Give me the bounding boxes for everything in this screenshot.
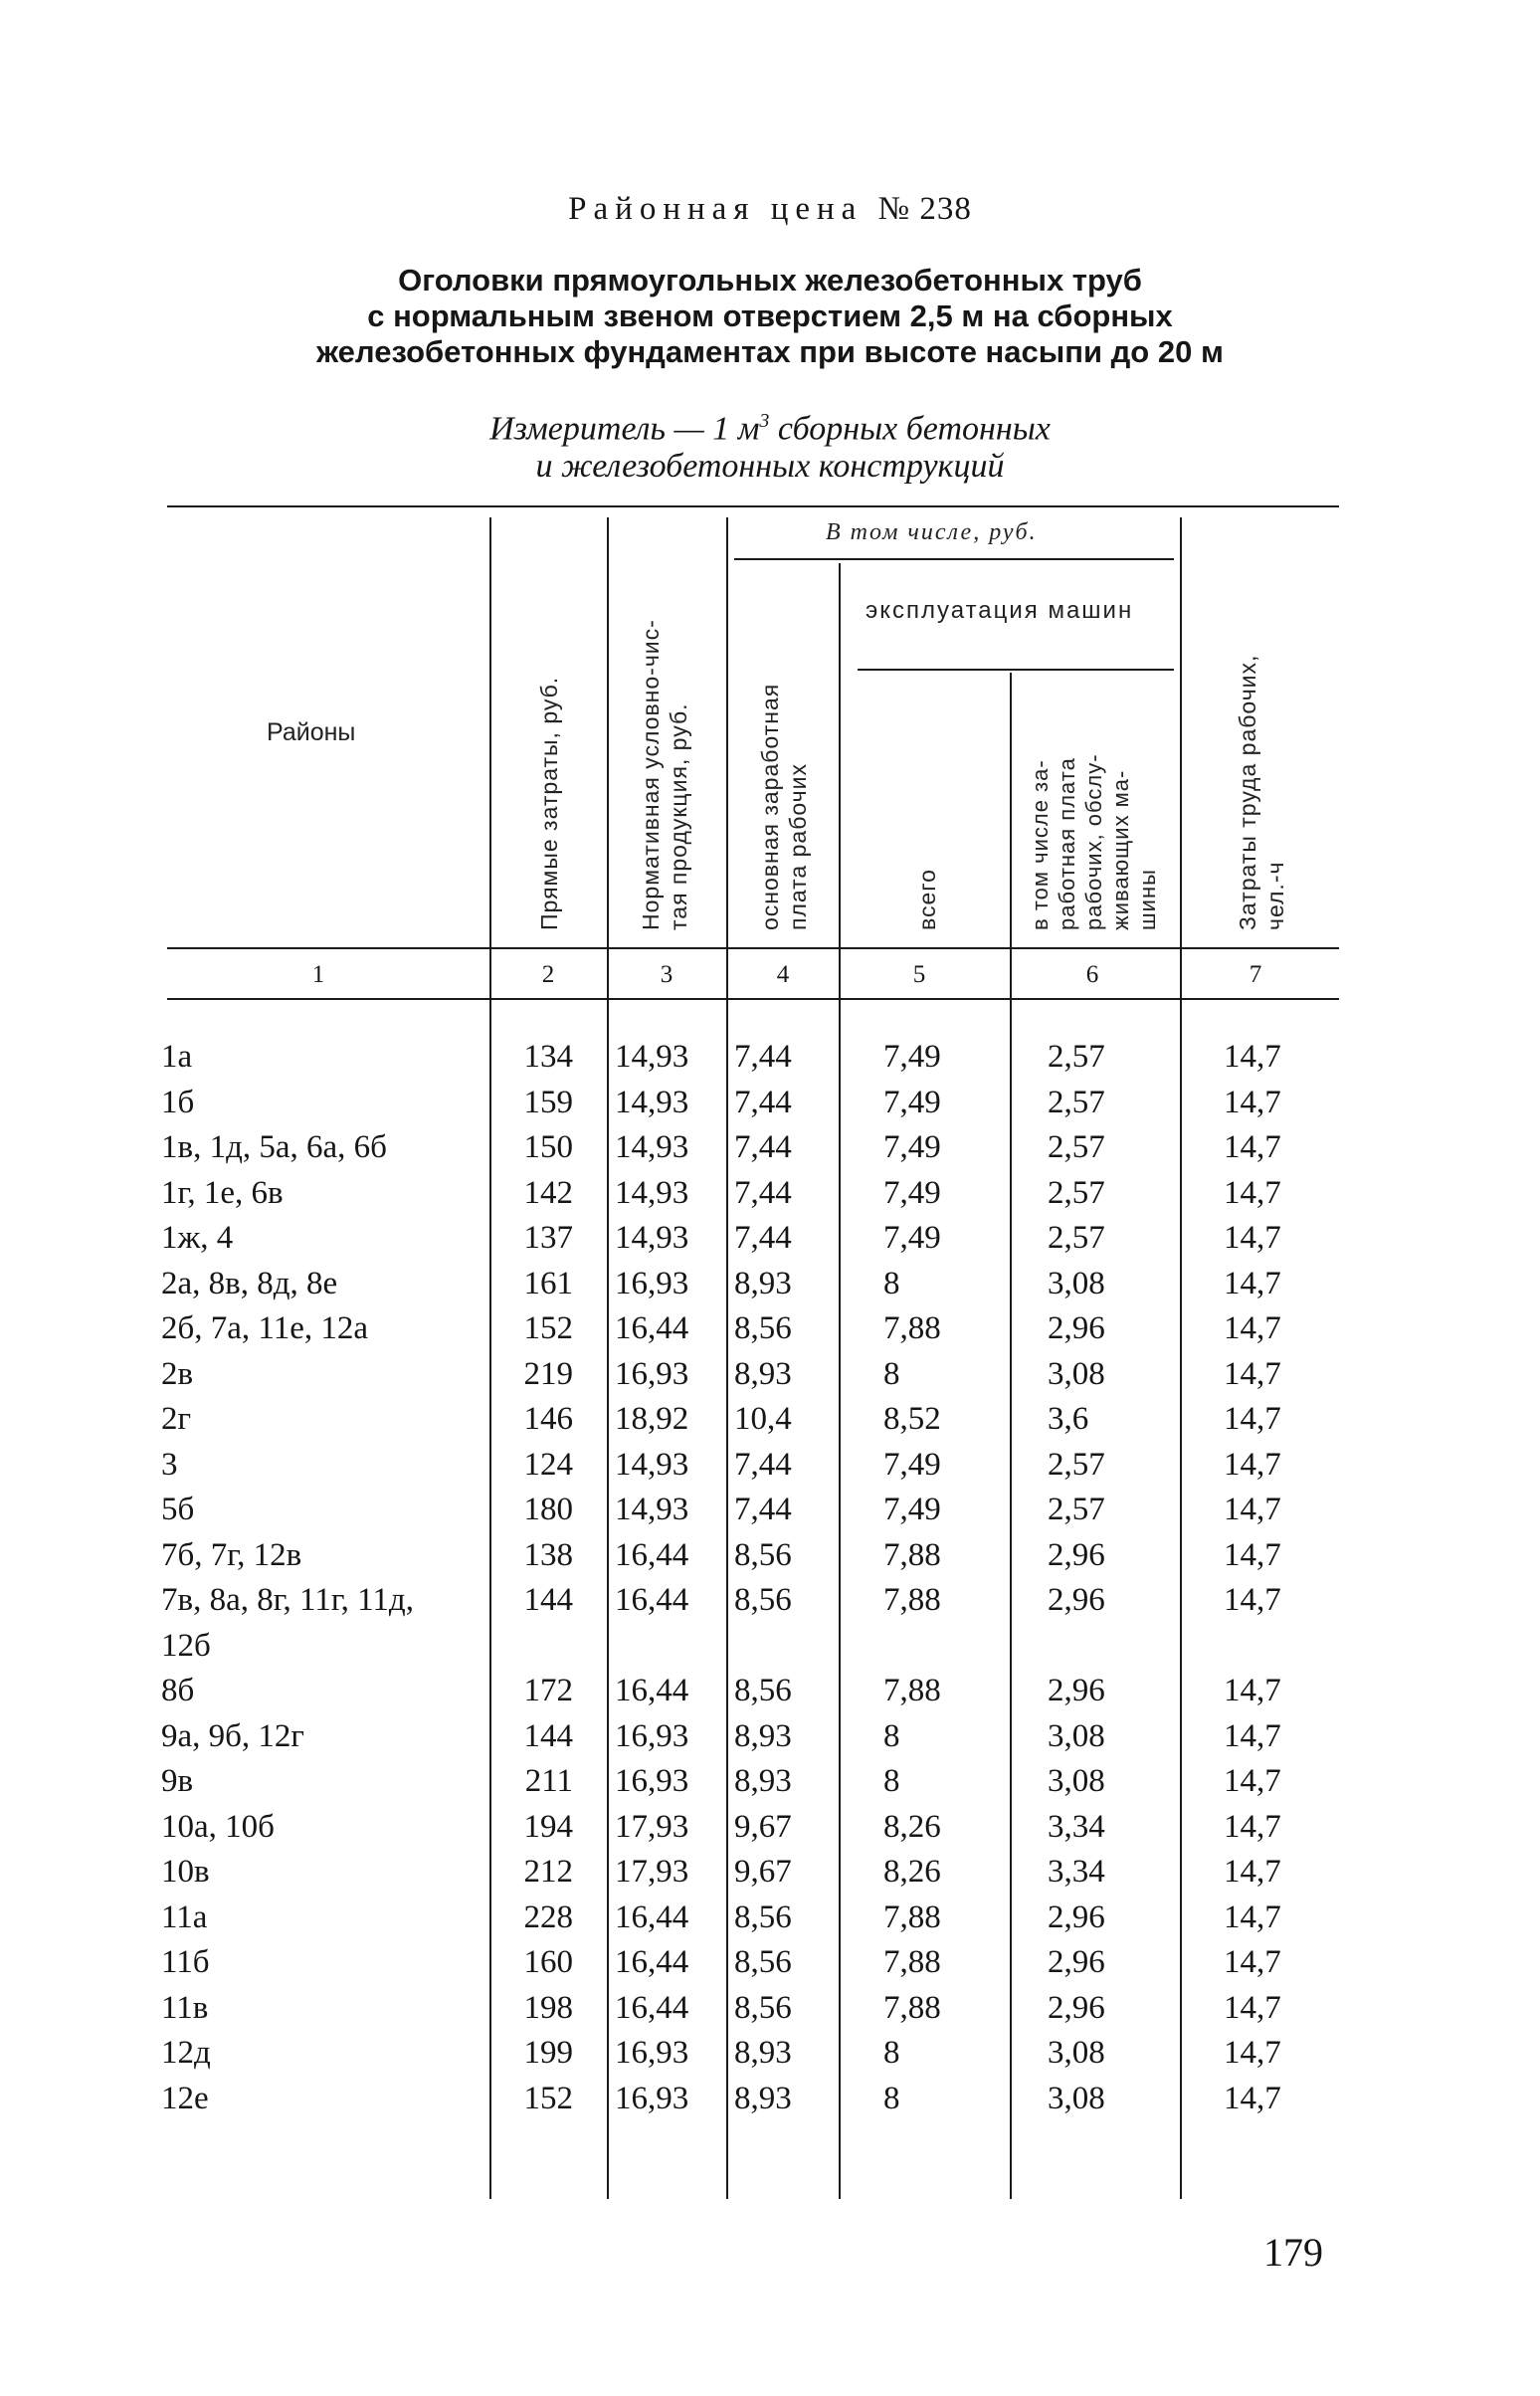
cell-labor: 14,7 — [1224, 1084, 1281, 1120]
cell-operator-wage: 2,57 — [1048, 1129, 1105, 1165]
cell-machine-total: 7,49 — [883, 1129, 941, 1165]
cell-base-wage: 7,44 — [734, 1084, 792, 1120]
table-row — [0, 1216, 1540, 1262]
cell-machine-total: 8 — [883, 1265, 900, 1301]
cell-region: 2б, 7а, 11е, 12а — [161, 1310, 369, 1346]
cell-region: 3 — [161, 1446, 178, 1483]
cell-labor: 14,7 — [1224, 2080, 1281, 2116]
cell-labor: 14,7 — [1224, 1492, 1281, 1527]
measurement-unit — [0, 402, 1540, 486]
meter-text-b: сборных бетонных — [769, 410, 1051, 448]
cell-region: 1г, 1е, 6в — [161, 1174, 284, 1211]
price-table-body — [0, 1035, 1540, 2121]
table-row — [0, 1533, 1540, 1579]
heading-label: Районная цена — [568, 191, 864, 227]
cell-operator-wage: 3,08 — [1048, 2080, 1105, 2116]
cell-normative-output: 16,93 — [615, 1355, 689, 1392]
cell-base-wage: 8,93 — [734, 1717, 792, 1754]
meter-text-a: Измеритель — 1 м — [489, 410, 760, 448]
cell-normative-output: 14,93 — [615, 1220, 689, 1256]
cell-normative-output: 14,93 — [615, 1492, 689, 1527]
cell-operator-wage: 3,08 — [1048, 1265, 1105, 1301]
cell-labor: 14,7 — [1224, 1355, 1281, 1392]
cell-base-wage: 7,44 — [734, 1129, 792, 1165]
cell-machine-total: 7,88 — [883, 1582, 941, 1618]
cell-normative-output: 16,44 — [615, 1944, 689, 1980]
table-row — [0, 1578, 1540, 1624]
header-direct-costs: Прямые затраты, руб. — [536, 676, 562, 930]
table-row — [0, 1397, 1540, 1443]
cell-normative-output: 16,44 — [615, 1898, 689, 1935]
cell-machine-total: 7,49 — [883, 1220, 941, 1256]
cell-region: 7в, 8а, 8г, 11г, 11д, — [161, 1582, 414, 1618]
table-row — [0, 1081, 1540, 1126]
cell-labor: 14,7 — [1224, 1220, 1281, 1256]
cell-labor: 14,7 — [1224, 1944, 1281, 1980]
cell-base-wage: 9,67 — [734, 1808, 792, 1845]
including-rule — [734, 558, 1174, 560]
colnum-5: 5 — [912, 961, 926, 988]
cell-region: 11б — [161, 1944, 210, 1980]
cell-base-wage: 8,93 — [734, 1265, 792, 1301]
cell-operator-wage: 2,57 — [1048, 1084, 1105, 1120]
cell-labor: 14,7 — [1224, 1808, 1281, 1845]
cell-region: 5б — [161, 1492, 195, 1527]
cell-machine-total: 8 — [883, 1717, 900, 1754]
cell-normative-output: 16,44 — [615, 1673, 689, 1708]
header-including: В том числе, руб. — [826, 519, 1038, 545]
cell-region: 12б — [161, 1627, 211, 1664]
cell-direct-costs: 219 — [523, 1355, 573, 1392]
cell-labor: 14,7 — [1224, 1898, 1281, 1935]
cell-machine-total: 8,26 — [883, 1854, 941, 1890]
cell-direct-costs: 137 — [523, 1220, 573, 1256]
table-subtitle — [0, 263, 1540, 370]
cell-operator-wage: 3,08 — [1048, 1763, 1105, 1799]
cell-direct-costs: 134 — [523, 1039, 573, 1075]
cell-direct-costs: 161 — [523, 1265, 573, 1301]
cell-base-wage: 8,93 — [734, 2035, 792, 2071]
cell-direct-costs: 142 — [523, 1174, 573, 1211]
cell-operator-wage: 2,96 — [1048, 1536, 1105, 1573]
table-row — [0, 2077, 1540, 2122]
cell-direct-costs: 124 — [523, 1446, 573, 1483]
cell-normative-output: 14,93 — [615, 1039, 689, 1075]
cell-direct-costs: 228 — [523, 1898, 573, 1935]
table-row — [0, 1714, 1540, 1760]
cell-direct-costs: 150 — [523, 1129, 573, 1165]
cell-normative-output: 17,93 — [615, 1854, 689, 1890]
page-number: 179 — [1263, 2230, 1323, 2275]
page-heading — [0, 191, 1540, 228]
table-row — [0, 1940, 1540, 1986]
cell-direct-costs: 172 — [523, 1673, 573, 1708]
cell-base-wage: 10,4 — [734, 1401, 792, 1437]
header-machine-total: всего — [914, 869, 940, 930]
cell-region: 1ж, 4 — [161, 1220, 234, 1256]
cell-machine-total: 7,88 — [883, 1898, 941, 1935]
cell-region: 7б, 7г, 12в — [161, 1536, 302, 1573]
cell-direct-costs: 144 — [523, 1717, 573, 1754]
cell-operator-wage: 2,96 — [1048, 1944, 1105, 1980]
cell-normative-output: 16,93 — [615, 1717, 689, 1754]
header-bottom-rule — [167, 947, 1339, 949]
cell-operator-wage: 2,57 — [1048, 1220, 1105, 1256]
cell-base-wage: 8,56 — [734, 1944, 792, 1980]
cell-base-wage: 7,44 — [734, 1446, 792, 1483]
cell-labor: 14,7 — [1224, 1536, 1281, 1573]
machines-rule — [858, 669, 1174, 671]
cell-labor: 14,7 — [1224, 1717, 1281, 1754]
header-normative-output: Нормативная условно-чис- тая продукция, руб. — [638, 619, 691, 930]
cell-direct-costs: 199 — [523, 2035, 573, 2071]
table-row — [0, 1850, 1540, 1896]
cell-direct-costs: 198 — [523, 1989, 573, 2026]
table-row — [0, 1896, 1540, 1941]
cell-region: 8б — [161, 1673, 195, 1708]
cell-base-wage: 7,44 — [734, 1174, 792, 1211]
table-row — [0, 1125, 1540, 1171]
cell-machine-total: 8 — [883, 1355, 900, 1392]
cell-direct-costs: 180 — [523, 1492, 573, 1527]
cell-region: 2а, 8в, 8д, 8е — [161, 1265, 338, 1301]
cell-region: 11в — [161, 1989, 209, 2026]
cell-machine-total: 7,88 — [883, 1944, 941, 1980]
cell-direct-costs: 194 — [523, 1808, 573, 1845]
cell-labor: 14,7 — [1224, 1854, 1281, 1890]
header-operator-wage: в том числе за- работная плата рабочих, обслу- живающих ма- шины — [1028, 753, 1160, 930]
cell-labor: 14,7 — [1224, 1989, 1281, 2026]
cell-base-wage: 8,56 — [734, 1673, 792, 1708]
cell-region: 11а — [161, 1898, 208, 1935]
table-row — [0, 1488, 1540, 1533]
cell-labor: 14,7 — [1224, 1129, 1281, 1165]
cell-base-wage: 8,56 — [734, 1898, 792, 1935]
cell-region: 1а — [161, 1039, 193, 1075]
cell-operator-wage: 3,08 — [1048, 2035, 1105, 2071]
cell-region: 10в — [161, 1854, 210, 1890]
cell-direct-costs: 212 — [523, 1854, 573, 1890]
cell-operator-wage: 2,96 — [1048, 1898, 1105, 1935]
header-machine-operation: эксплуатация машин — [866, 597, 1134, 624]
cell-region: 10а, 10б — [161, 1808, 275, 1845]
cell-operator-wage: 2,96 — [1048, 1582, 1105, 1618]
cell-labor: 14,7 — [1224, 1446, 1281, 1483]
table-row — [0, 1306, 1540, 1352]
cell-normative-output: 17,93 — [615, 1808, 689, 1845]
cell-machine-total: 7,88 — [883, 1673, 941, 1708]
cell-machine-total: 7,49 — [883, 1492, 941, 1527]
cell-operator-wage: 2,96 — [1048, 1989, 1105, 2026]
cell-labor: 14,7 — [1224, 2035, 1281, 2071]
cell-machine-total: 7,49 — [883, 1446, 941, 1483]
meter-superscript: 3 — [759, 410, 770, 432]
cell-base-wage: 8,56 — [734, 1536, 792, 1573]
colnum-7: 7 — [1249, 961, 1262, 988]
cell-base-wage: 8,93 — [734, 2080, 792, 2116]
cell-base-wage: 8,93 — [734, 1355, 792, 1392]
cell-machine-total: 7,49 — [883, 1084, 941, 1120]
cell-operator-wage: 2,57 — [1048, 1492, 1105, 1527]
cell-direct-costs: 159 — [523, 1084, 573, 1120]
table-row — [0, 1669, 1540, 1714]
cell-direct-costs: 138 — [523, 1536, 573, 1573]
cell-machine-total: 8,26 — [883, 1808, 941, 1845]
cell-region: 12е — [161, 2080, 209, 2116]
cell-normative-output: 16,44 — [615, 1536, 689, 1573]
cell-direct-costs: 211 — [524, 1763, 573, 1799]
cell-labor: 14,7 — [1224, 1174, 1281, 1211]
cell-region: 1б — [161, 1084, 195, 1120]
cell-normative-output: 14,93 — [615, 1084, 689, 1120]
cell-base-wage: 8,56 — [734, 1582, 792, 1618]
cell-normative-output: 16,44 — [615, 1582, 689, 1618]
cell-machine-total: 8 — [883, 1763, 900, 1799]
cell-normative-output: 16,44 — [615, 1310, 689, 1346]
cell-base-wage: 7,44 — [734, 1220, 792, 1256]
header-regions: Районы — [267, 718, 356, 746]
cell-labor: 14,7 — [1224, 1039, 1281, 1075]
cell-machine-total: 8 — [883, 2035, 900, 2071]
cell-region: 1в, 1д, 5а, 6а, 6б — [161, 1129, 387, 1165]
table-row — [0, 1805, 1540, 1851]
cell-labor: 14,7 — [1224, 1265, 1281, 1301]
cell-operator-wage: 3,34 — [1048, 1808, 1105, 1845]
cell-machine-total: 8 — [883, 2080, 900, 2116]
cell-base-wage: 8,56 — [734, 1310, 792, 1346]
cell-base-wage: 9,67 — [734, 1854, 792, 1890]
table-row — [0, 1352, 1540, 1398]
cell-direct-costs: 152 — [523, 1310, 573, 1346]
cell-normative-output: 16,93 — [615, 2035, 689, 2071]
cell-operator-wage: 3,6 — [1048, 1401, 1089, 1437]
cell-normative-output: 18,92 — [615, 1401, 689, 1437]
meter-line-2: и железобетонных конструкций — [535, 448, 1005, 486]
cell-operator-wage: 2,57 — [1048, 1039, 1105, 1075]
cell-region: 2в — [161, 1355, 194, 1392]
cell-region: 12д — [161, 2035, 211, 2071]
cell-region: 9в — [161, 1763, 194, 1799]
colnum-bottom-rule — [167, 998, 1339, 1000]
cell-operator-wage: 3,34 — [1048, 1854, 1105, 1890]
cell-operator-wage: 3,08 — [1048, 1717, 1105, 1754]
cell-operator-wage: 3,08 — [1048, 1355, 1105, 1392]
cell-region: 2г — [161, 1401, 192, 1437]
meter-line-1 — [0, 402, 1540, 448]
cell-operator-wage: 2,57 — [1048, 1174, 1105, 1211]
table-row — [0, 2031, 1540, 2077]
colnum-6: 6 — [1085, 961, 1099, 988]
table-row — [0, 1262, 1540, 1307]
cell-machine-total: 7,88 — [883, 1989, 941, 2026]
cell-direct-costs: 146 — [523, 1401, 573, 1437]
header-labor: Затраты труда рабочих, чел.-ч — [1235, 654, 1288, 930]
table-row — [0, 1759, 1540, 1805]
heading-number: № 238 — [877, 191, 972, 227]
colnum-4: 4 — [776, 961, 790, 988]
subtitle-line-2: с нормальным звеном отверстием 2,5 м на сборных — [367, 299, 1173, 333]
cell-direct-costs: 152 — [523, 2080, 573, 2116]
cell-machine-total: 7,49 — [883, 1039, 941, 1075]
cell-region: 9а, 9б, 12г — [161, 1717, 304, 1754]
cell-labor: 14,7 — [1224, 1673, 1281, 1708]
cell-machine-total: 8,52 — [883, 1401, 941, 1437]
table-row — [0, 1171, 1540, 1217]
subtitle-line-1: Оголовки прямоугольных железобетонных труб — [398, 263, 1142, 298]
cell-base-wage: 8,56 — [734, 1989, 792, 2026]
subtitle-line-3: железобетонных фундаментах при высоте насыпи до 20 м — [316, 334, 1224, 369]
cell-labor: 14,7 — [1224, 1763, 1281, 1799]
colnum-2: 2 — [541, 961, 555, 988]
colnum-3: 3 — [660, 961, 674, 988]
cell-operator-wage: 2,96 — [1048, 1310, 1105, 1346]
cell-base-wage: 7,44 — [734, 1492, 792, 1527]
header-base-wage: основная заработная плата рабочих — [757, 683, 811, 930]
cell-normative-output: 16,93 — [615, 1265, 689, 1301]
cell-labor: 14,7 — [1224, 1310, 1281, 1346]
cell-normative-output: 16,44 — [615, 1989, 689, 2026]
cell-base-wage: 7,44 — [734, 1039, 792, 1075]
cell-operator-wage: 2,57 — [1048, 1446, 1105, 1483]
cell-direct-costs: 160 — [523, 1944, 573, 1980]
table-row — [0, 1443, 1540, 1489]
cell-machine-total: 7,88 — [883, 1536, 941, 1573]
table-row — [0, 1035, 1540, 1081]
table-row — [0, 1986, 1540, 2032]
cell-normative-output: 16,93 — [615, 2080, 689, 2116]
cell-normative-output: 14,93 — [615, 1174, 689, 1211]
cell-machine-total: 7,88 — [883, 1310, 941, 1346]
cell-machine-total: 7,49 — [883, 1174, 941, 1211]
cell-direct-costs: 144 — [523, 1582, 573, 1618]
colnum-1: 1 — [311, 961, 325, 988]
table-top-rule — [167, 505, 1339, 507]
cell-normative-output: 14,93 — [615, 1446, 689, 1483]
cell-operator-wage: 2,96 — [1048, 1673, 1105, 1708]
cell-labor: 14,7 — [1224, 1401, 1281, 1437]
cell-base-wage: 8,93 — [734, 1763, 792, 1799]
cell-normative-output: 14,93 — [615, 1129, 689, 1165]
cell-labor: 14,7 — [1224, 1582, 1281, 1618]
cell-normative-output: 16,93 — [615, 1763, 689, 1799]
table-row — [0, 1624, 1540, 1670]
